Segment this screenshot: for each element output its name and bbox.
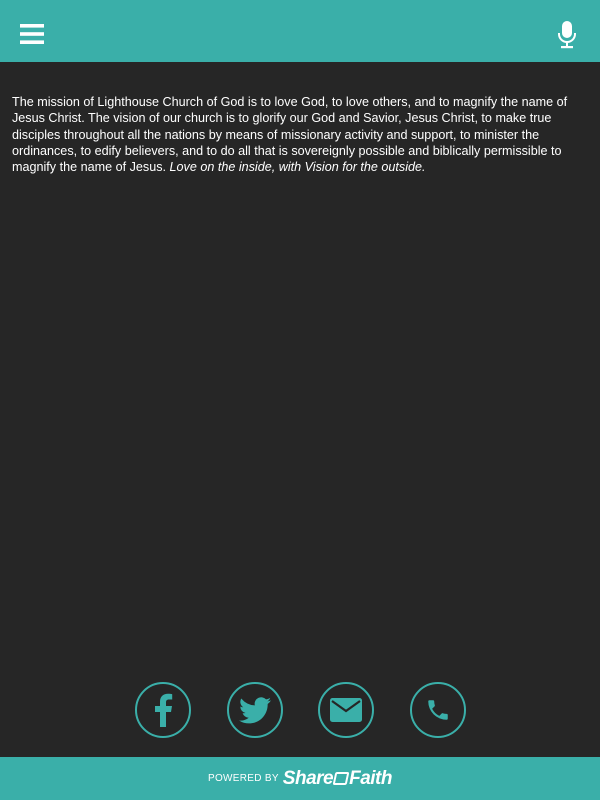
sharefaith-mark-icon [333, 772, 350, 785]
mission-text: The mission of Lighthouse Church of God is to love God, to love others, and to magnify the name of Jesus Christ. The vision of our church is to glorify our God and Savior, Jesus Christ, to make true disciples throughout all the nations by means of missionary activity and support, to minister the ordinances, to edify believers, and to do all that is sovereignly possible and biblically permissible to magnify the name of Jesus. [12, 95, 568, 175]
phone-button[interactable] [410, 682, 466, 738]
twitter-button[interactable] [227, 682, 283, 738]
mission-statement [12, 94, 590, 175]
hamburger-menu-icon[interactable] [20, 22, 44, 46]
social-links-bar [0, 682, 600, 738]
twitter-icon [239, 697, 271, 724]
microphone-icon[interactable] [556, 20, 578, 50]
tagline-text: Love on the inside, with Vision for the outside. [169, 160, 426, 175]
facebook-button[interactable] [135, 682, 191, 738]
top-app-bar [0, 0, 600, 62]
email-icon [330, 698, 362, 722]
facebook-icon [152, 693, 174, 727]
email-button[interactable] [318, 682, 374, 738]
brand-left-text: Share [282, 767, 334, 789]
powered-by-label: POWERED BY [208, 773, 279, 784]
brand-right-text: Faith [349, 767, 392, 789]
phone-icon [425, 697, 451, 723]
sharefaith-logo[interactable] [283, 768, 392, 790]
footer-bar [0, 757, 600, 800]
